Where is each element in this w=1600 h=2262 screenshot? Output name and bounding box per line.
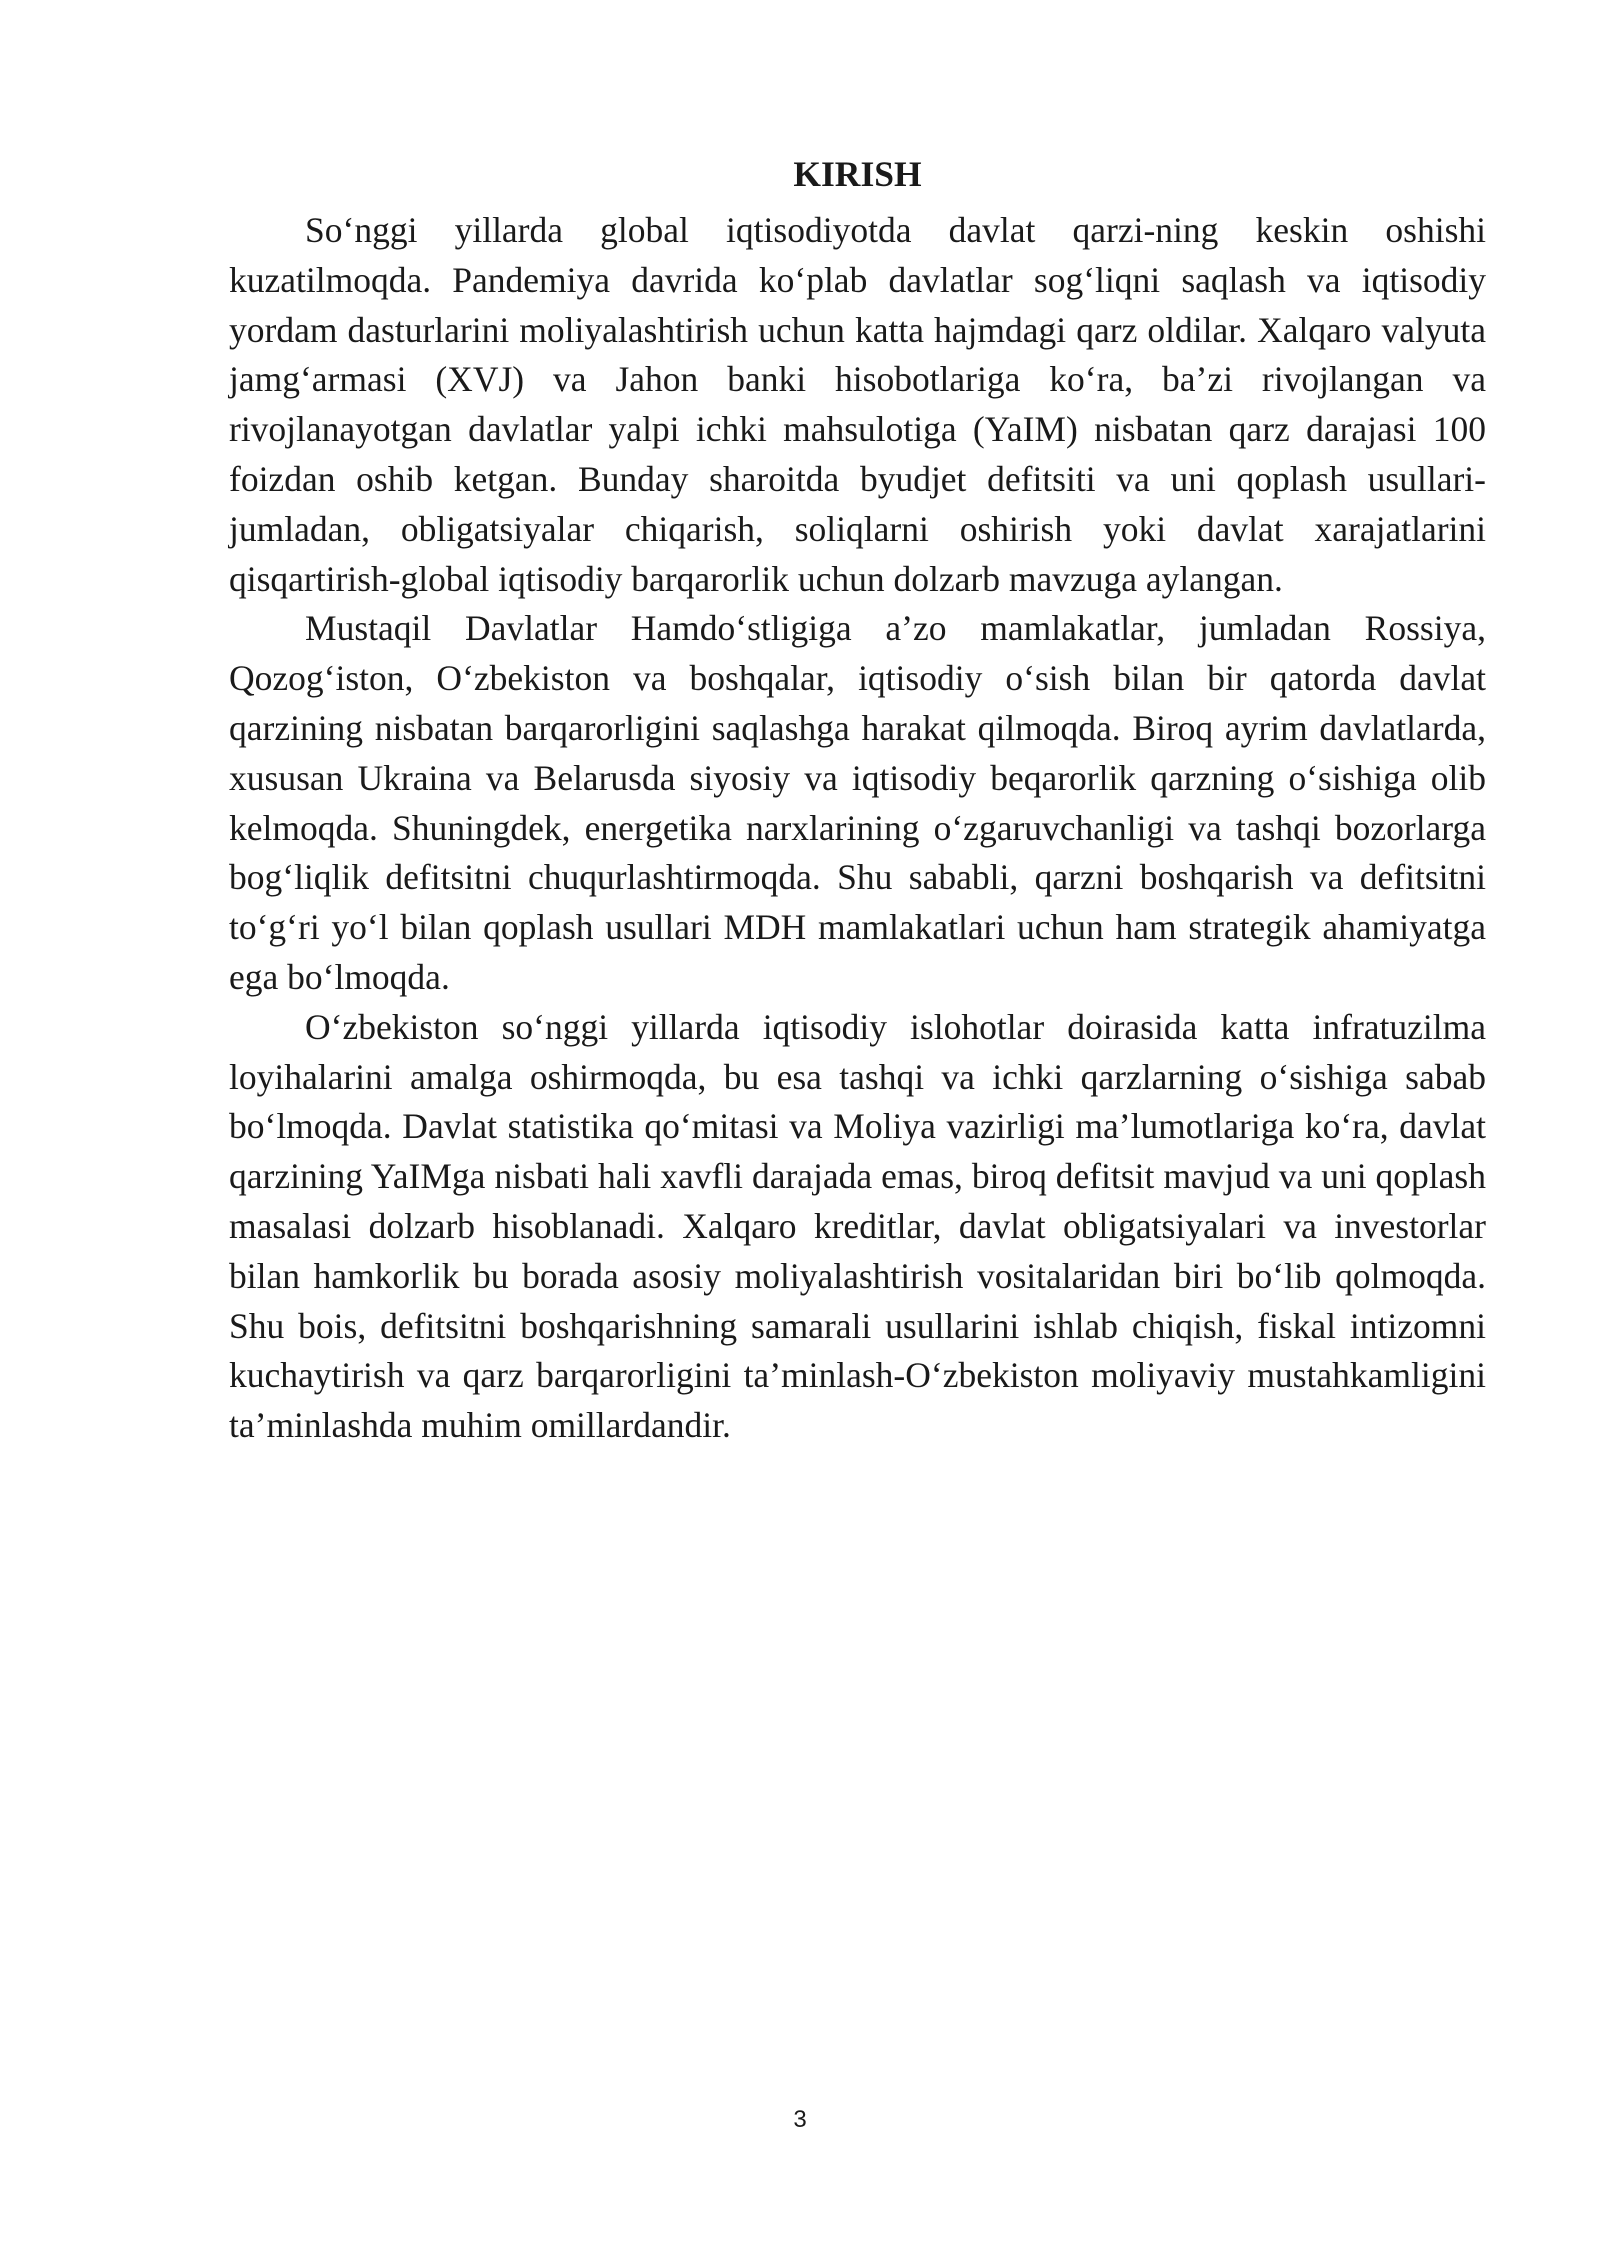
- page-number: 3: [793, 2106, 807, 2133]
- paragraph-2: Mustaqil Davlatlar Hamdo‘stligiga a’zo mamlakatlar, jumladan Rossiya, Qozog‘iston, O‘zbekiston va boshqalar, iqtisodiy o‘sish bilan bir qatorda davlat qarzining nisbatan barqarorligini saqlashga harakat qilmoqda. Biroq ayrim davlatlarda, xususan Ukraina va Belarusda siyosiy va iqtisodiy beqarorlik qarzning o‘sishiga olib kelmoqda. Shuningdek, energetika narxlarining o‘zgaruvchanligi va tashqi bozorlarga bog‘liqlik defitsitni chuqurlashtirmoqda. Shu sababli, qarzni boshqarish va defitsitni to‘g‘ri yo‘l bilan qoplash usullari MDH mamlakatlari uchun ham strategik ahamiyatga ega bo‘lmoqda.: [229, 608, 1486, 997]
- paragraph-3: O‘zbekiston so‘nggi yillarda iqtisodiy islohotlar doirasida katta infratuzilma loyihalarini amalga oshirmoqda, bu esa tashqi va ichki qarzlarning o‘sishiga sabab bo‘lmoqda. Davlat statistika qo‘mitasi va Moliya vazirligi ma’lumotlariga ko‘ra, davlat qarzining YaIMga nisbati hali xavfli darajada emas, biroq defitsit mavjud va uni qoplash masalasi dolzarb hisoblanadi. Xalqaro kreditlar, davlat obligatsiyalari va investorlar bilan hamkorlik bu borada asosiy moliyalashtirish vositalaridan biri bo‘lib qolmoqda. Shu bois, defitsitni boshqarishning samarali usullarini ishlab chiqish, fiskal intizomni kuchaytirish va qarz barqarorligini ta’minlash-O‘zbekiston moliyaviy mustahkamligini ta’minlashda muhim omillardandir.: [229, 1006, 1486, 1446]
- section-title: KIRISH: [793, 154, 922, 194]
- page-content: [229, 148, 1486, 1451]
- paragraph-1: So‘nggi yillarda global iqtisodiyotda davlat qarzi-ning keskin oshishi kuzatilmoqda. Pandemiya davrida ko‘plab davlatlar sog‘liqni saqlash va iqtisodiy yordam dasturlarini moliyalashtirish uchun katta hajmdagi qarz oldilar. Xalqaro valyuta jamg‘armasi (XVJ) va Jahon banki hisobotlariga ko‘ra, ba’zi rivojlangan va rivojlanayotgan davlatlar yalpi ichki mahsulotiga (YaIM) nisbatan qarz darajasi 100 foizdan oshib ketgan. Bunday sharoitda byudjet defitsiti va uni qoplash usullari-jumladan, obligatsiyalar chiqarish, soliqlarni oshirish yoki davlat xarajatlarini qisqartirish-global iqtisodiy barqarorlik uchun dolzarb mavzuga aylangan.: [229, 210, 1486, 599]
